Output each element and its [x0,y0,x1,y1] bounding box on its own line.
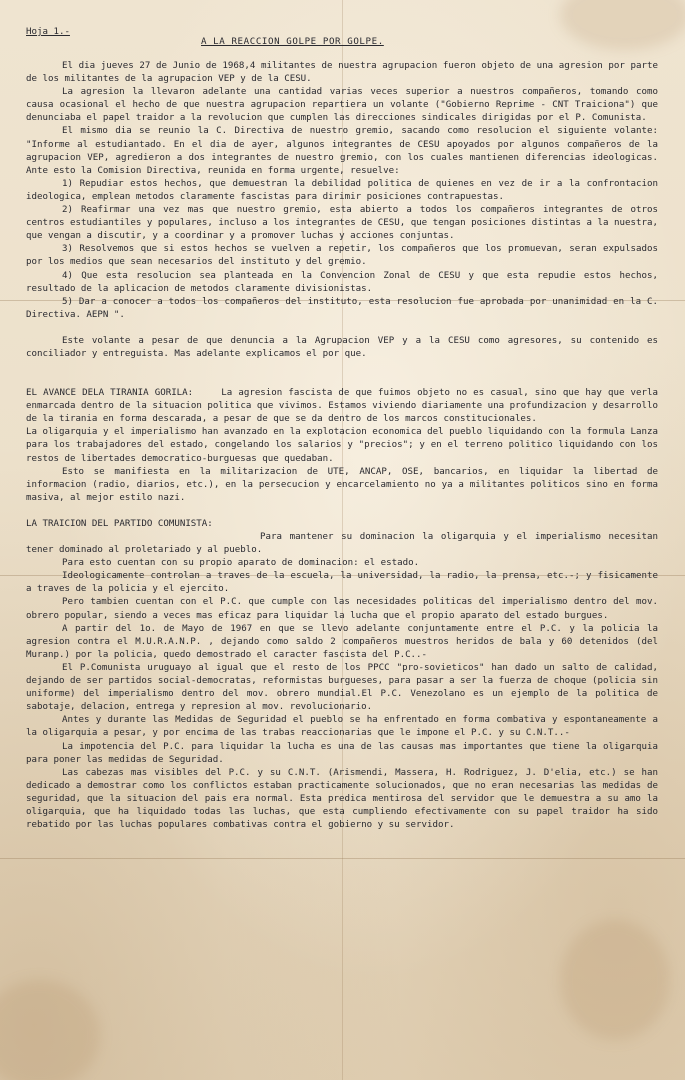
spacer [26,505,658,518]
document-title: A LA REACCION GOLPE POR GOLPE. [201,37,384,47]
spacer [26,374,658,387]
resolution-item: 4) Que esta resolucion sea planteada en la Convencion Zonal de CESU y que esta repudie estos hechos, resultado de la aplicacion de metodos claramente divisionistas. [26,270,658,294]
section-lead: La agresion fascista de que fuimos objeto no es casual, sino que hay que verla enmarcada dentro de la situacion politica que vivimos. Estamos viviendo diariamente una profundizacion y desarrollo de la tirania en forma descarada, a pesar de que se da dentro de los marcos constitucionales. [26,388,659,425]
section-heading: LA TRAICION DEL PARTIDO COMUNISTA: [26,518,213,529]
intro-paragraph: Este volante a pesar de que denuncia a la Agrupacion VEP y a la CESU como agresores, su contenido es conciliador y entreguista. Mas adelante explicamos el por que. [26,335,658,359]
document-body [26,60,658,832]
intro-paragraph: El mismo dia se reunio la C. Directiva de nuestro gremio, sacando como resolucion el siguiente volante: "Informe al estudiantado. En el dia de ayer, algunos integrantes de CESU apoyados por algunos compañeros de la agrupacion VEP, agredieron a dos integrantes de nuestro gremio, con los cuales mantienen diferencias ideologicas. Ante esto la Comision Directiva, reunida en forma urgente, resuelve: [26,126,658,176]
section-paragraph: A partir del 1o. de Mayo de 1967 en que se llevo adelante conjuntamente entre el P.C. y la policia la agresion contra el M.U.R.A.N.P. , dejando como saldo 2 compañeros muestros heridos de bala y 60 detenidos (del Muranp.) por la policia, quedo demostrado el caracter fascista del P.C..- [26,623,658,660]
section-paragraph: Esto se manifiesta en la militarizacion de UTE, ANCAP, OSE, bancarios, en liquidar la libertad de informacion (radio, diarios, etc.), en la persecucion y encarcelamiento no ya a militantes politicos sino en forma masiva, al mejor estilo nazi. [26,466,658,503]
resolution-item: 3) Resolvemos que si estos hechos se vuelven a repetir, los compañeros que los promuevan, seran expulsados por los medios que sean necesarios del instituto y del gremio. [26,244,658,268]
section-paragraph: Ideologicamente controlan a traves de la escuela, la universidad, la radio, la prensa, etc.-; y fisicamente a traves de la policia y el ejercito. [26,571,658,595]
section-paragraph: El P.Comunista uruguayo al igual que el resto de los PPCC "pro-sovieticos" han dado un salto de calidad, dejando de ser partidos social-democratas, reformistas burgueses, para pasar a ser la fuerza de choque (policia sin uniforme) del imperialismo dentro del mov. obrero mundial.El P.C. Venezolano es un ejemplo de la politica de sabotaje, delacion, entrega y represion al mov. revolucionario. [26,662,658,713]
resolution-item: 1) Repudiar estos hechos, que demuestran la debilidad politica de quienes en vez de ir a la confrontacion ideologica, emplean metodos claramente fascistas para dirimir posiciones contrapuestas. [26,178,658,202]
section-paragraph: Para esto cuentan con su propio aparato de dominacion: el estado. [62,558,420,569]
section-traicion [26,518,658,531]
section-paragraph: La oligarquia y el imperialismo han avanzado en la explotacion economica del pueblo liquidando con la formula Lanza para los trabajadores del estado, congelando los salarios y "precios"; y en el terreno politico liquidando con los restos de libertades democratico-burguesas que quedaban. [26,427,658,464]
paper-stain [560,0,685,50]
section-avance [26,387,658,426]
page-header [26,26,666,47]
paper-stain [560,920,670,1040]
page-number-label: Hoja 1.- [26,27,70,37]
spacer [26,361,658,374]
resolution-item: 5) Dar a conocer a todos los compañeros del instituto, esta resolucion fue aprobada por unanimidad en la C. Directiva. AEPN ". [26,296,658,320]
paper-stain [0,980,100,1080]
section-paragraph: Antes y durante las Medidas de Seguridad el pueblo se ha enfrentado en forma combativa y espontaneamente a la oligarquia a pesar, y por encima de las trabas reaccionarias que le impone el P.C. y su C.N.T..- [26,715,658,739]
section-paragraph: La impotencia del P.C. para liquidar la lucha es una de las causas mas importantes que tiene la oligarquia para poner las medidas de Seguridad. [26,741,658,765]
section-lead-text: Para mantener su dominacion la oligarquia y el imperialismo necesitan tener dominado al proletariado y al pueblo. [26,532,658,556]
intro-paragraph: El dia jueves 27 de Junio de 1968,4 militantes de nuestra agrupacion fueron objeto de una agresion por parte de los militantes de la agrupacion VEP y de la CESU. [26,61,658,85]
intro-paragraph: La agresion la llevaron adelante una cantidad varias veces superior a nuestros compañeros, tomando como causa ocasional el hecho de que nuestra agrupacion repartiera un volante ("Gobierno Reprime - CNT Traiciona") que denunciaba el papel traidor a la revolucion que cumplen las direcciones sindicales dirigidas por el P. Comunista. [26,87,658,124]
section-paragraph: Pero tambien cuentan con el P.C. que cumple con las necesidades politicas del imperialismo dentro del mov. obrero popular, siendo a veces mas eficaz para liquidar la lucha que el propio aparato del estado burgues. [26,597,658,621]
section-paragraph: Las cabezas mas visibles del P.C. y su C.N.T. (Arismendi, Massera, H. Rodriguez, J. D'elia, etc.) se han dedicado a demostrar como los conflictos estaban practicamente solucionados, que no eran necesarias las medidas de seguridad, que la situacion del pais era normal. Esta predica mentirosa del servidor que le demuestra a su amo la oligarquia, que ha liquidado todas las luchas, que esta cumpliendo efectivamente con su papel traidor ha sido rebatido por las luchas populares combativas contra el gobierno y su servidor. [26,767,658,831]
section-lead [26,531,658,557]
section-heading: EL AVANCE DELA TIRANIA GORILA: [26,388,194,399]
resolution-item: 2) Reafirmar una vez mas que nuestro gremio, esta abierto a todos los compañeros integrantes de otros centros estudiantiles y populares, incluso a los integrantes de CESU, que tengan posiciones distintas a la nuestra, que vengan a discutir, y a coordinar y a promover luchas y acciones conjuntas. [26,205,658,242]
spacer [26,322,658,335]
